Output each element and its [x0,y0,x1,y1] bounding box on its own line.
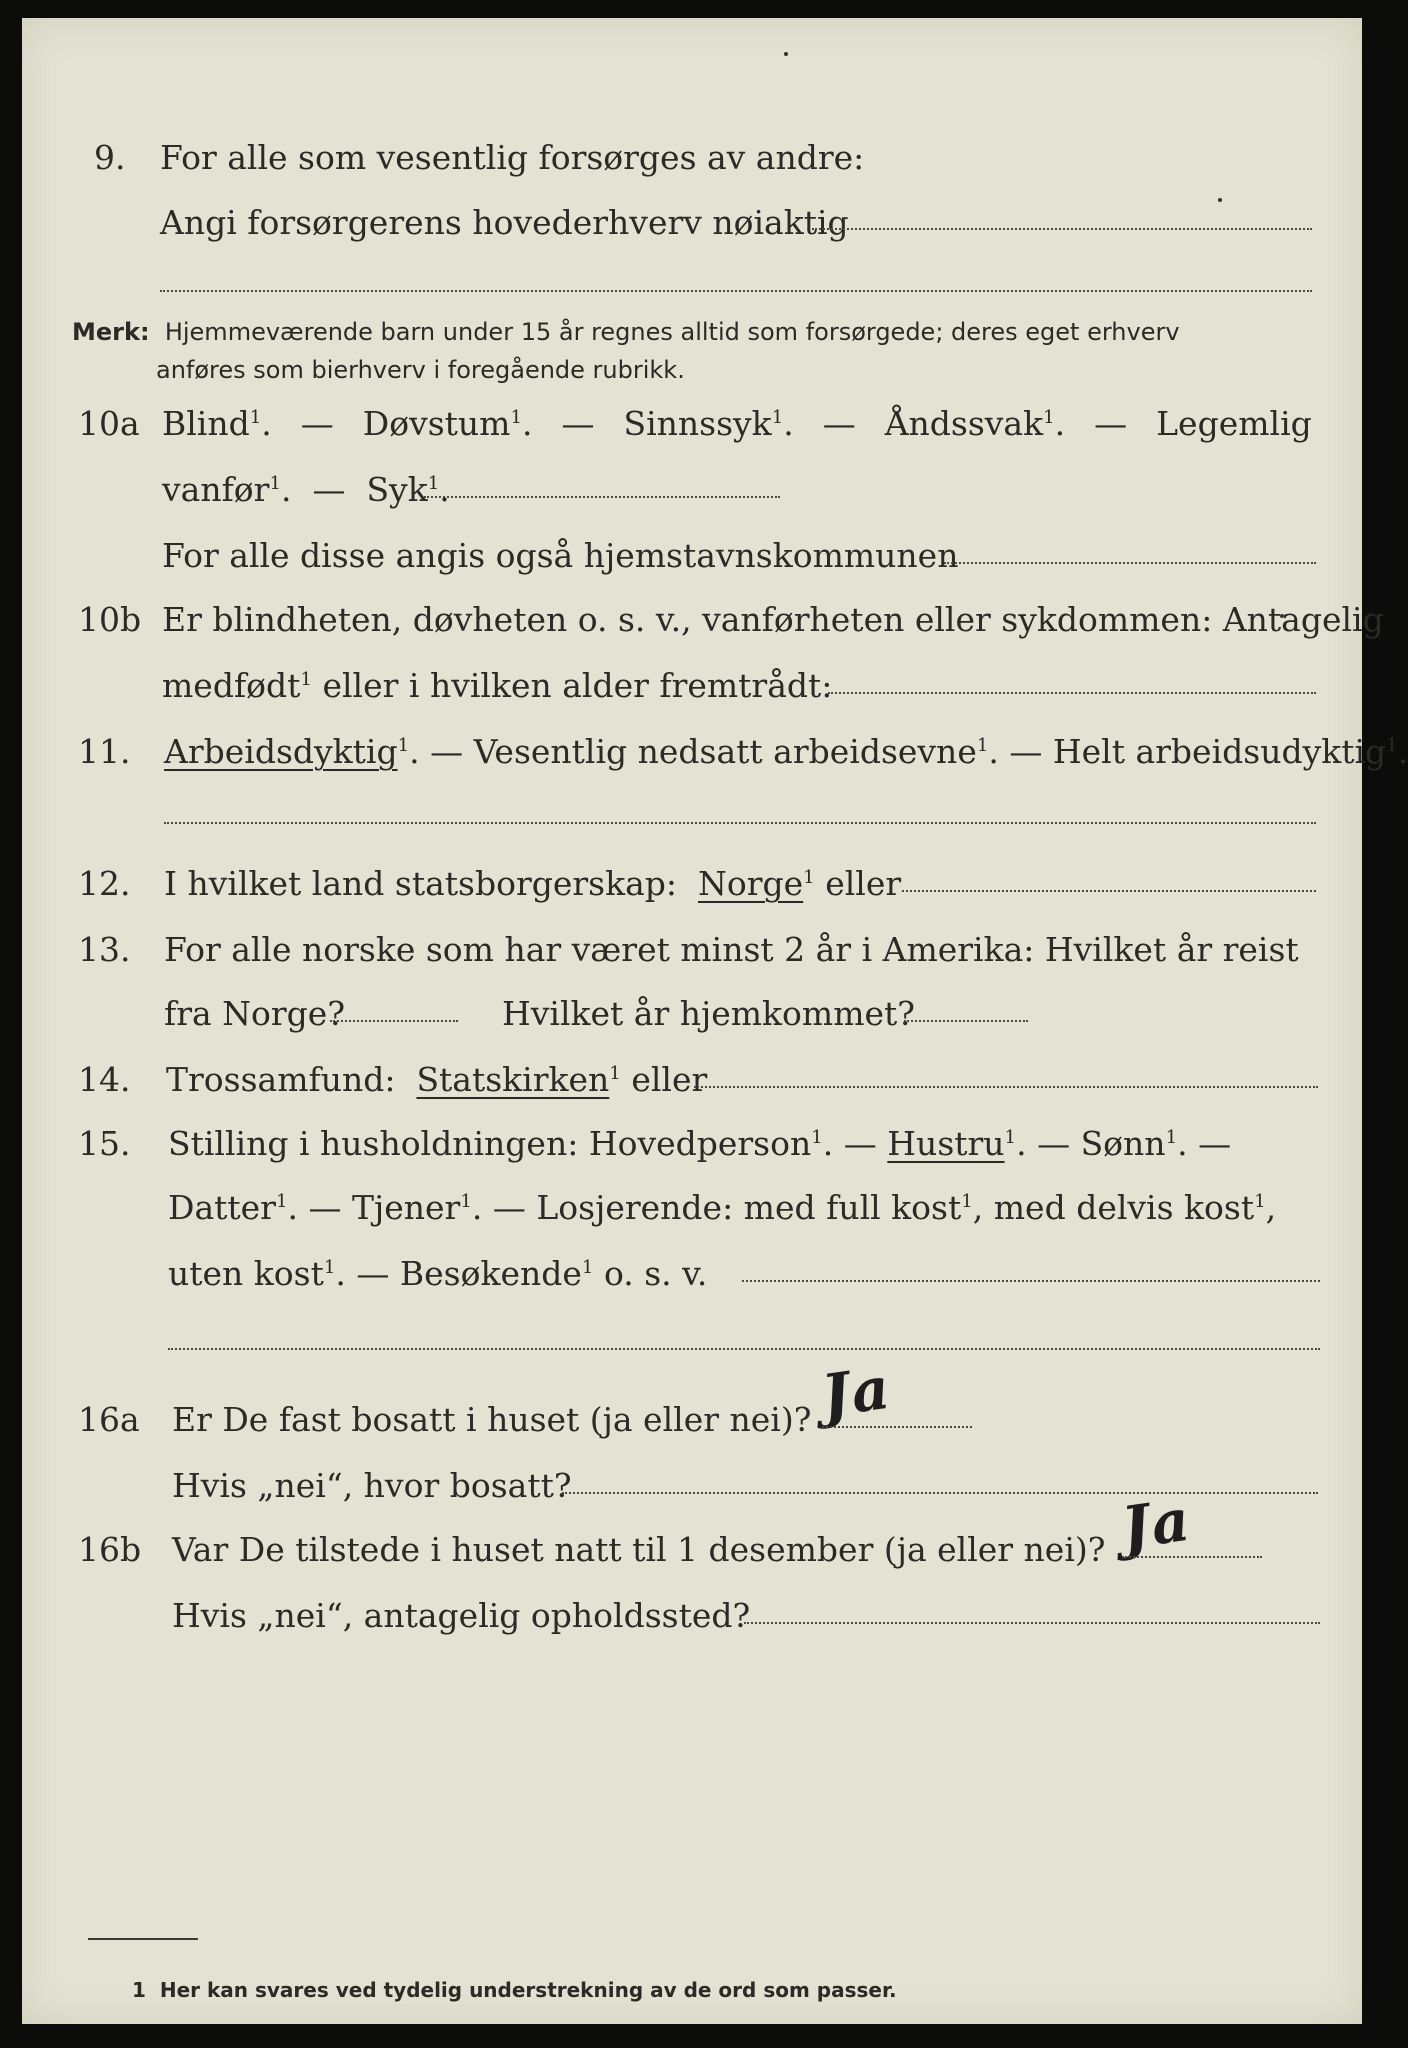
opt-vanfor[interactable]: vanfør [162,470,270,509]
q15-number: 15. [78,1124,131,1163]
opt-hovedperson[interactable]: Stilling i husholdningen: Hovedperson [168,1124,812,1163]
q15-line3: uten kost$^1$. — Besøkende$^1$ o. s. v. [168,1254,708,1293]
q9-number: 9. [94,138,126,177]
q10a-answer-line[interactable] [424,496,780,498]
q13-line2b: Hvilket år hjemkommet? [502,994,915,1033]
opt-sinnssyk[interactable]: Sinnssyk [623,404,772,443]
opt-nedsatt[interactable]: Vesentlig nedsatt arbeidsevne [473,732,977,771]
q15-line1: Stilling i husholdningen: Hovedperson$^1$. — Hustru$^1$. — Sønn$^1$. — [168,1124,1232,1163]
q10a-line3: For alle disse angis også hjemstavnskommunen [162,536,959,575]
merk-line1: Hjemmeværende barn under 15 år regnes alltid som forsørgede; deres eget erhverv [164,318,1180,346]
census-form-page [22,18,1408,2024]
opt-blind[interactable]: Blind [162,404,250,443]
q10b-line1: Er blindheten, døvheten o. s. v., vanførheten eller sykdommen: Antagelig [162,600,1384,639]
opt-losjerende[interactable]: Losjerende: med full kost [536,1188,962,1227]
q13-line1: For alle norske som har været minst 2 år i Amerika: Hvilket år reist [164,930,1299,969]
opt-uten-kost[interactable]: uten kost [168,1254,324,1293]
q13-reist-line[interactable] [330,1020,458,1022]
speck [784,52,788,56]
q9-line2: Angi forsørgerens hovederhverv nøiaktig [160,203,849,242]
speck [1218,198,1222,202]
q12-number: 12. [78,864,131,903]
q16b-line2: Hvis „nei“, antagelig opholdssted? [172,1596,751,1635]
q12-line: I hvilket land statsborgerskap: Norge$^1$ eller [164,864,902,903]
opt-udyktig[interactable]: Helt arbeidsudyktig [1052,732,1387,771]
opt-legemlig[interactable]: Legemlig [1156,404,1312,443]
q9-answer-line[interactable] [812,228,1312,230]
footnote-text: Her kan svares ved tydelig understrekning av de ord som passer. [159,1978,897,2002]
q11-number: 11. [78,732,131,771]
opt-hustru-underlined[interactable]: Hustru [887,1124,1005,1163]
q13-number: 13. [78,930,131,969]
opt-sonn[interactable]: Sønn [1080,1124,1166,1163]
q16a-answer-line[interactable] [822,1426,972,1428]
q14-line: Trossamfund: Statskirken$^1$ eller [166,1060,708,1099]
q16b-number: 16b [78,1530,142,1569]
q10b-number: 10b [78,600,142,639]
q16a-bosatt-line[interactable] [562,1492,1318,1494]
q14-number: 14. [78,1060,131,1099]
q13-line2a: fra Norge? [164,994,346,1033]
opt-statskirken-underlined[interactable]: Statskirken [416,1060,610,1099]
q15-answer-line-2[interactable] [168,1348,1320,1350]
q16a-handwritten-answer[interactable]: Ja [817,1353,896,1431]
q10a-hjemstavn-line[interactable] [944,562,1316,564]
opt-medfodt[interactable]: medfødt [162,666,301,705]
merk-line2: anføres som bierhverv i foregående rubrikk. [156,356,685,384]
q14-answer-line[interactable] [694,1086,1318,1088]
q10b-answer-line[interactable] [828,692,1316,694]
q9-answer-line-2[interactable] [160,290,1312,292]
q10a-line1: Blind$^1$. — Døvstum$^1$. — Sinnssyk$^1$. — Åndssvak$^1$. — Legemlig [162,404,1312,443]
opt-syk[interactable]: Syk [366,470,428,509]
q16b-opholdssted-line[interactable] [744,1622,1320,1624]
merk-note [72,312,1180,352]
q11-answer-line[interactable] [164,822,1316,824]
q15-line2: Datter$^1$. — Tjener$^1$. — Losjerende: med full kost$^1$, med delvis kost$^1$, [168,1188,1277,1227]
q13-hjemkommet-line[interactable] [904,1020,1028,1022]
opt-arbeidsdyktig-underlined[interactable]: Arbeidsdyktig [164,732,398,771]
footnote [132,1978,897,2002]
q16a-line2: Hvis „nei“, hvor bosatt? [172,1466,572,1505]
q11-line: Arbeidsdyktig$^1$. — Vesentlig nedsatt arbeidsevne$^1$. — Helt arbeidsudyktig$^1$. [164,732,1408,771]
q15-answer-line[interactable] [742,1280,1320,1282]
q16b-answer-line[interactable] [1122,1556,1262,1558]
footnote-rule [88,1938,198,1940]
footnote-mark: 1 [132,1978,146,2002]
q10a-line2: vanfør$^1$. — Syk$^1$. [162,470,450,509]
q16a-number: 16a [78,1400,140,1439]
opt-delvis-kost[interactable]: med delvis kost [993,1188,1255,1227]
q9-line1: For alle som vesentlig forsørges av andre: [160,138,865,177]
opt-dovstum[interactable]: Døvstum [362,404,511,443]
merk-label: Merk: [72,318,150,346]
opt-besokende[interactable]: Besøkende [399,1254,582,1293]
q10a-number: 10a [78,404,140,443]
opt-andssvak[interactable]: Åndssvak [884,404,1044,443]
q12-answer-line[interactable] [902,890,1316,892]
q10b-line2: medfødt$^1$ eller i hvilken alder fremtrådt: [162,666,833,705]
opt-tjener[interactable]: Tjener [352,1188,461,1227]
q16a-line1: Er De fast bosatt i huset (ja eller nei)? [172,1400,812,1439]
opt-norge-underlined[interactable]: Norge [698,864,804,903]
q16b-line1: Var De tilstede i huset natt til 1 desember (ja eller nei)? [172,1530,1106,1569]
opt-datter[interactable]: Datter [168,1188,276,1227]
q16b-handwritten-answer[interactable]: Ja [1117,1485,1196,1563]
